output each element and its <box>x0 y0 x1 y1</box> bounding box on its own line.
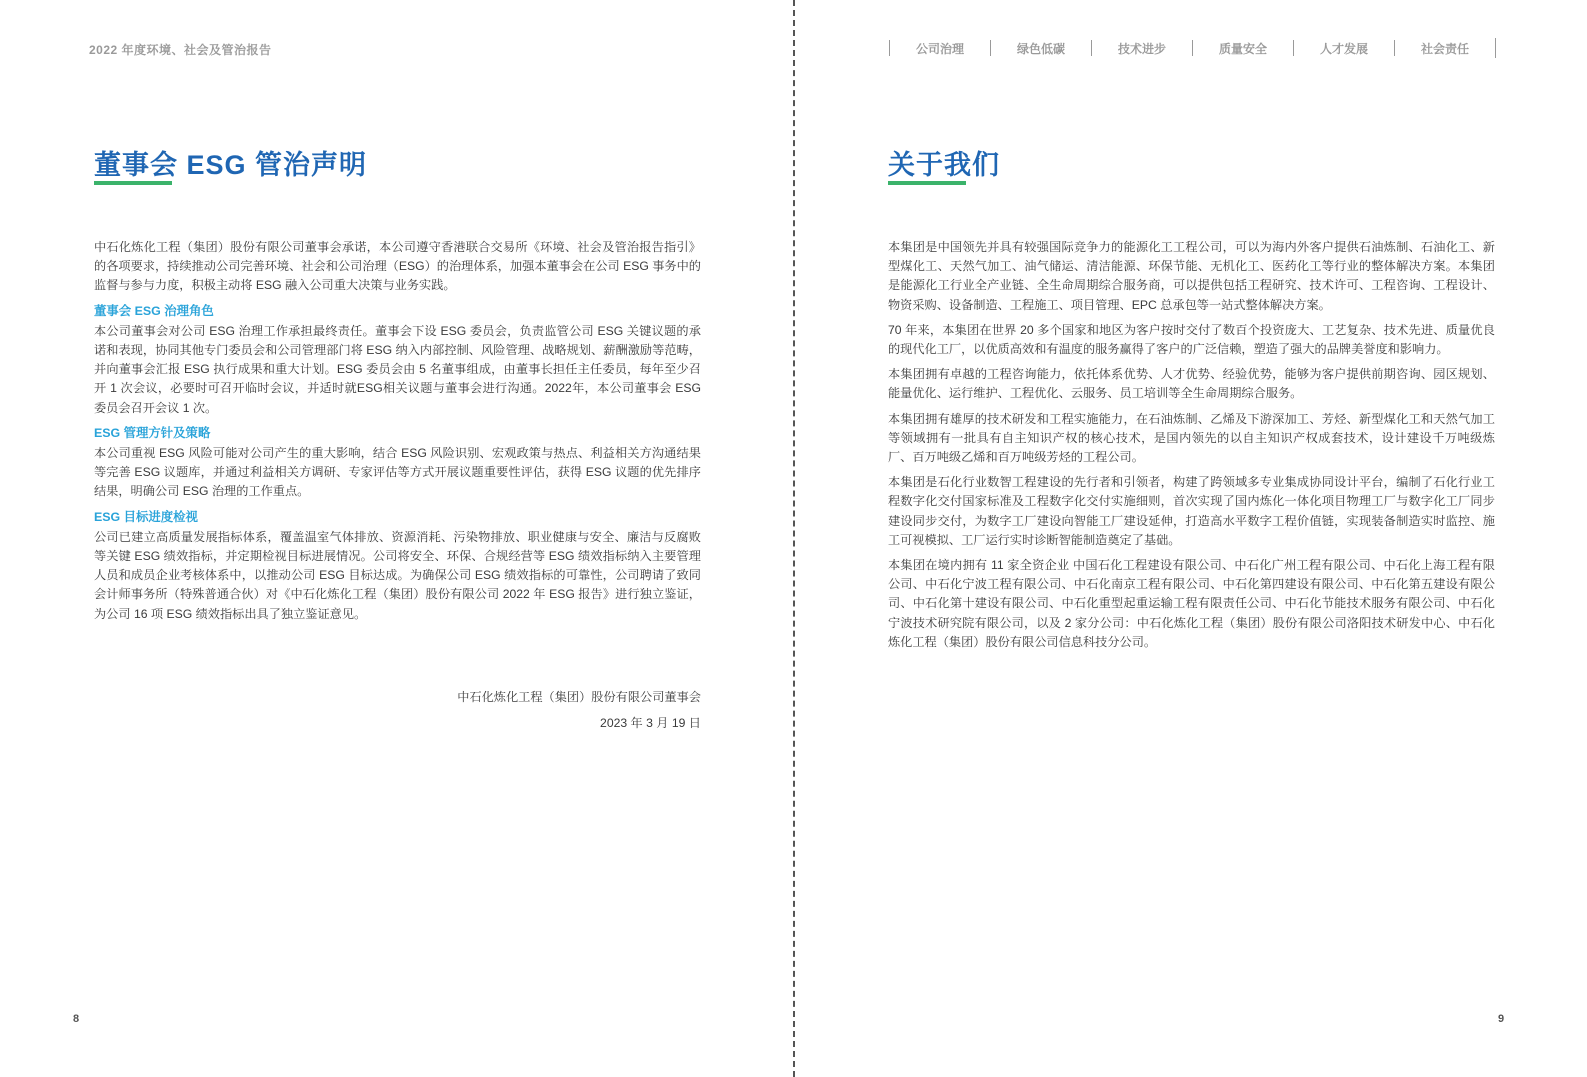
page-number-left: 8 <box>73 1013 80 1025</box>
about-paragraph: 70 年来，本集团在世界 20 多个国家和地区为客户按时交付了数百个投资庞大、工艺复杂、技术先进、质量优良的现代化工厂，以优质高效和有温度的服务赢得了客户的广泛信赖，塑造了强大的品牌美誉度和影响力。 <box>888 322 1495 357</box>
page-number-right: 9 <box>1498 1013 1505 1025</box>
section-body-target-review: 公司已建立高质量发展指标体系，覆盖温室气体排放、资源消耗、污染物排放、职业健康与安全、廉洁与反腐败等关键 ESG 绩效指标，并定期检视目标进展情况。公司将安全、环保、合规经营等 ESG 绩效指标纳入主要管理人员和成员企业考核体系中，以推动公司 ESG 目标达成。为确保公司 ESG 绩效指标的可靠性，公司聘请了致同会计师事务所（特殊普通合伙）对《中石化炼化工程（集团）股份有限公司 2022 年 ESG 报告》进行独立鉴证，为公司 16 项 ESG 绩效指标出具了独立鉴证意见。 <box>94 529 701 621</box>
nav-item-corporate-governance[interactable]: 公司治理 <box>889 40 990 56</box>
section-heading-management-policy: ESG 管理方针及策略 <box>94 425 211 440</box>
page-divider <box>793 0 795 1077</box>
signature-date: 2023 年 3 月 19 日 <box>600 716 701 730</box>
nav-item-social-responsibility[interactable]: 社会责任 <box>1394 40 1495 56</box>
about-paragraph: 本集团拥有卓越的工程咨询能力，依托体系优势、人才优势、经验优势，能够为客户提供前期咨询、园区规划、能量优化、运行维护、工程优化、云服务、员工培训等全生命周期综合服务。 <box>888 367 1495 401</box>
page-title-right: 关于我们 <box>888 150 1000 180</box>
title-underline-right <box>888 181 966 185</box>
about-paragraph: 本集团是中国领先并具有较强国际竞争力的能源化工工程公司，可以为海内外客户提供石油炼制、石油化工、新型煤化工、天然气加工、油气储运、清洁能源、环保节能、无机化工、医药化工等行业的整体解决方案。本集团是能源化工行业全产业链、全生命周期综合服务商，可以提供包括工程研究、技术许可、工程咨询、工程设计、物资采购、设备制造、工程施工、项目管理、EPC 总承包等一站式整体解决方案。 <box>888 240 1495 312</box>
nav-item-tech-progress[interactable]: 技术进步 <box>1091 40 1192 56</box>
about-paragraph: 本集团在境内拥有 11 家全资企业 中国石化工程建设有限公司、中石化广州工程有限公司、中石化上海工程有限公司、中石化宁波工程有限公司、中石化南京工程有限公司、中石化第四建设有限公司、中石化第五建设有限公司、中石化第十建设有限公司、中石化重型起重运输工程有限责任公司、中石化节能技术服务有限公司、中石化宁波技术研究院有限公司，以及 2 家分公司：中石化炼化工程（集团）股份有限公司洛阳技术研发中心、中石化炼化工程（集团）股份有限公司信息科技分公司。 <box>888 558 1495 649</box>
nav-item-quality-safety[interactable]: 质量安全 <box>1192 40 1293 56</box>
section-heading-governance-role: 董事会 ESG 治理角色 <box>94 303 214 318</box>
about-us-body <box>888 238 1495 658</box>
intro-paragraph: 中石化炼化工程（集团）股份有限公司董事会承诺，本公司遵守香港联合交易所《环境、社会及管治报告指引》的各项要求，持续推动公司完善环境、社会和公司治理（ESG）的治理体系，加强本董事会在公司 ESG 事务中的监督与参与力度，积极主动将 ESG 融入公司重大决策与业务实践。 <box>94 240 701 293</box>
signature-line: 中石化炼化工程（集团）股份有限公司董事会 <box>457 690 701 704</box>
section-nav <box>889 38 1496 58</box>
section-body-management-policy: 本公司重视 ESG 风险可能对公司产生的重大影响，结合 ESG 风险识别、宏观政策与热点、利益相关方沟通结果等完善 ESG 议题库，并通过利益相关方调研、专家评估等方式开展议题重要性评估，获得 ESG 议题的优先排序结果，明确公司 ESG 治理的工作重点。 <box>94 446 701 499</box>
board-statement-body <box>94 238 701 630</box>
about-paragraph: 本集团拥有雄厚的技术研发和工程实施能力，在石油炼制、乙烯及下游深加工、芳烃、新型煤化工和天然气加工等领域拥有一批具有自主知识产权的核心技术，是国内领先的以自主知识产权成套技术，设计建设千万吨级炼厂、百万吨级乙烯和百万吨级芳烃的工程公司。 <box>888 411 1495 465</box>
page-title-left: 董事会 ESG 管治声明 <box>94 150 368 180</box>
nav-item-green-low-carbon[interactable]: 绿色低碳 <box>990 40 1091 56</box>
about-paragraph: 本集团是石化行业数智工程建设的先行者和引领者，构建了跨领域多专业集成协同设计平台，编制了石化行业工程数字化交付国家标准及工程数字化交付实施细则，首次实现了国内炼化一体化项目物理工厂与数字化工厂同步建设同步交付，为数字工厂建设向智能工厂建设延伸，打造高水平数字工程价值链，实现装备制造实时监控、施工可视模拟、工厂运行实时诊断智能制造奠定了基础。 <box>888 475 1495 547</box>
section-body-governance-role: 本公司董事会对公司 ESG 治理工作承担最终责任。董事会下设 ESG 委员会，负责监管公司 ESG 关键议题的承诺和表现，协同其他专门委员会和公司管理部门将 ESG 纳入内部控制、风险管理、战略规划、薪酬激励等范畴，并向董事会汇报 ESG 执行成果和重大计划。ESG 委员会由 5 名董事组成，由董事长担任主任委员，每年至少召开 1 次会议，必要时可召开临时会议，并适时就ESG相关议题与董事会进行沟通。2022年，本公司董事会 ESG 委员会召开会议 1 次。 <box>94 323 701 415</box>
report-title-header: 2022 年度环境、社会及管治报告 <box>89 43 272 57</box>
title-underline-left <box>94 181 172 185</box>
section-heading-target-review: ESG 目标进度检视 <box>94 509 198 524</box>
nav-item-talent-development[interactable]: 人才发展 <box>1293 40 1394 56</box>
